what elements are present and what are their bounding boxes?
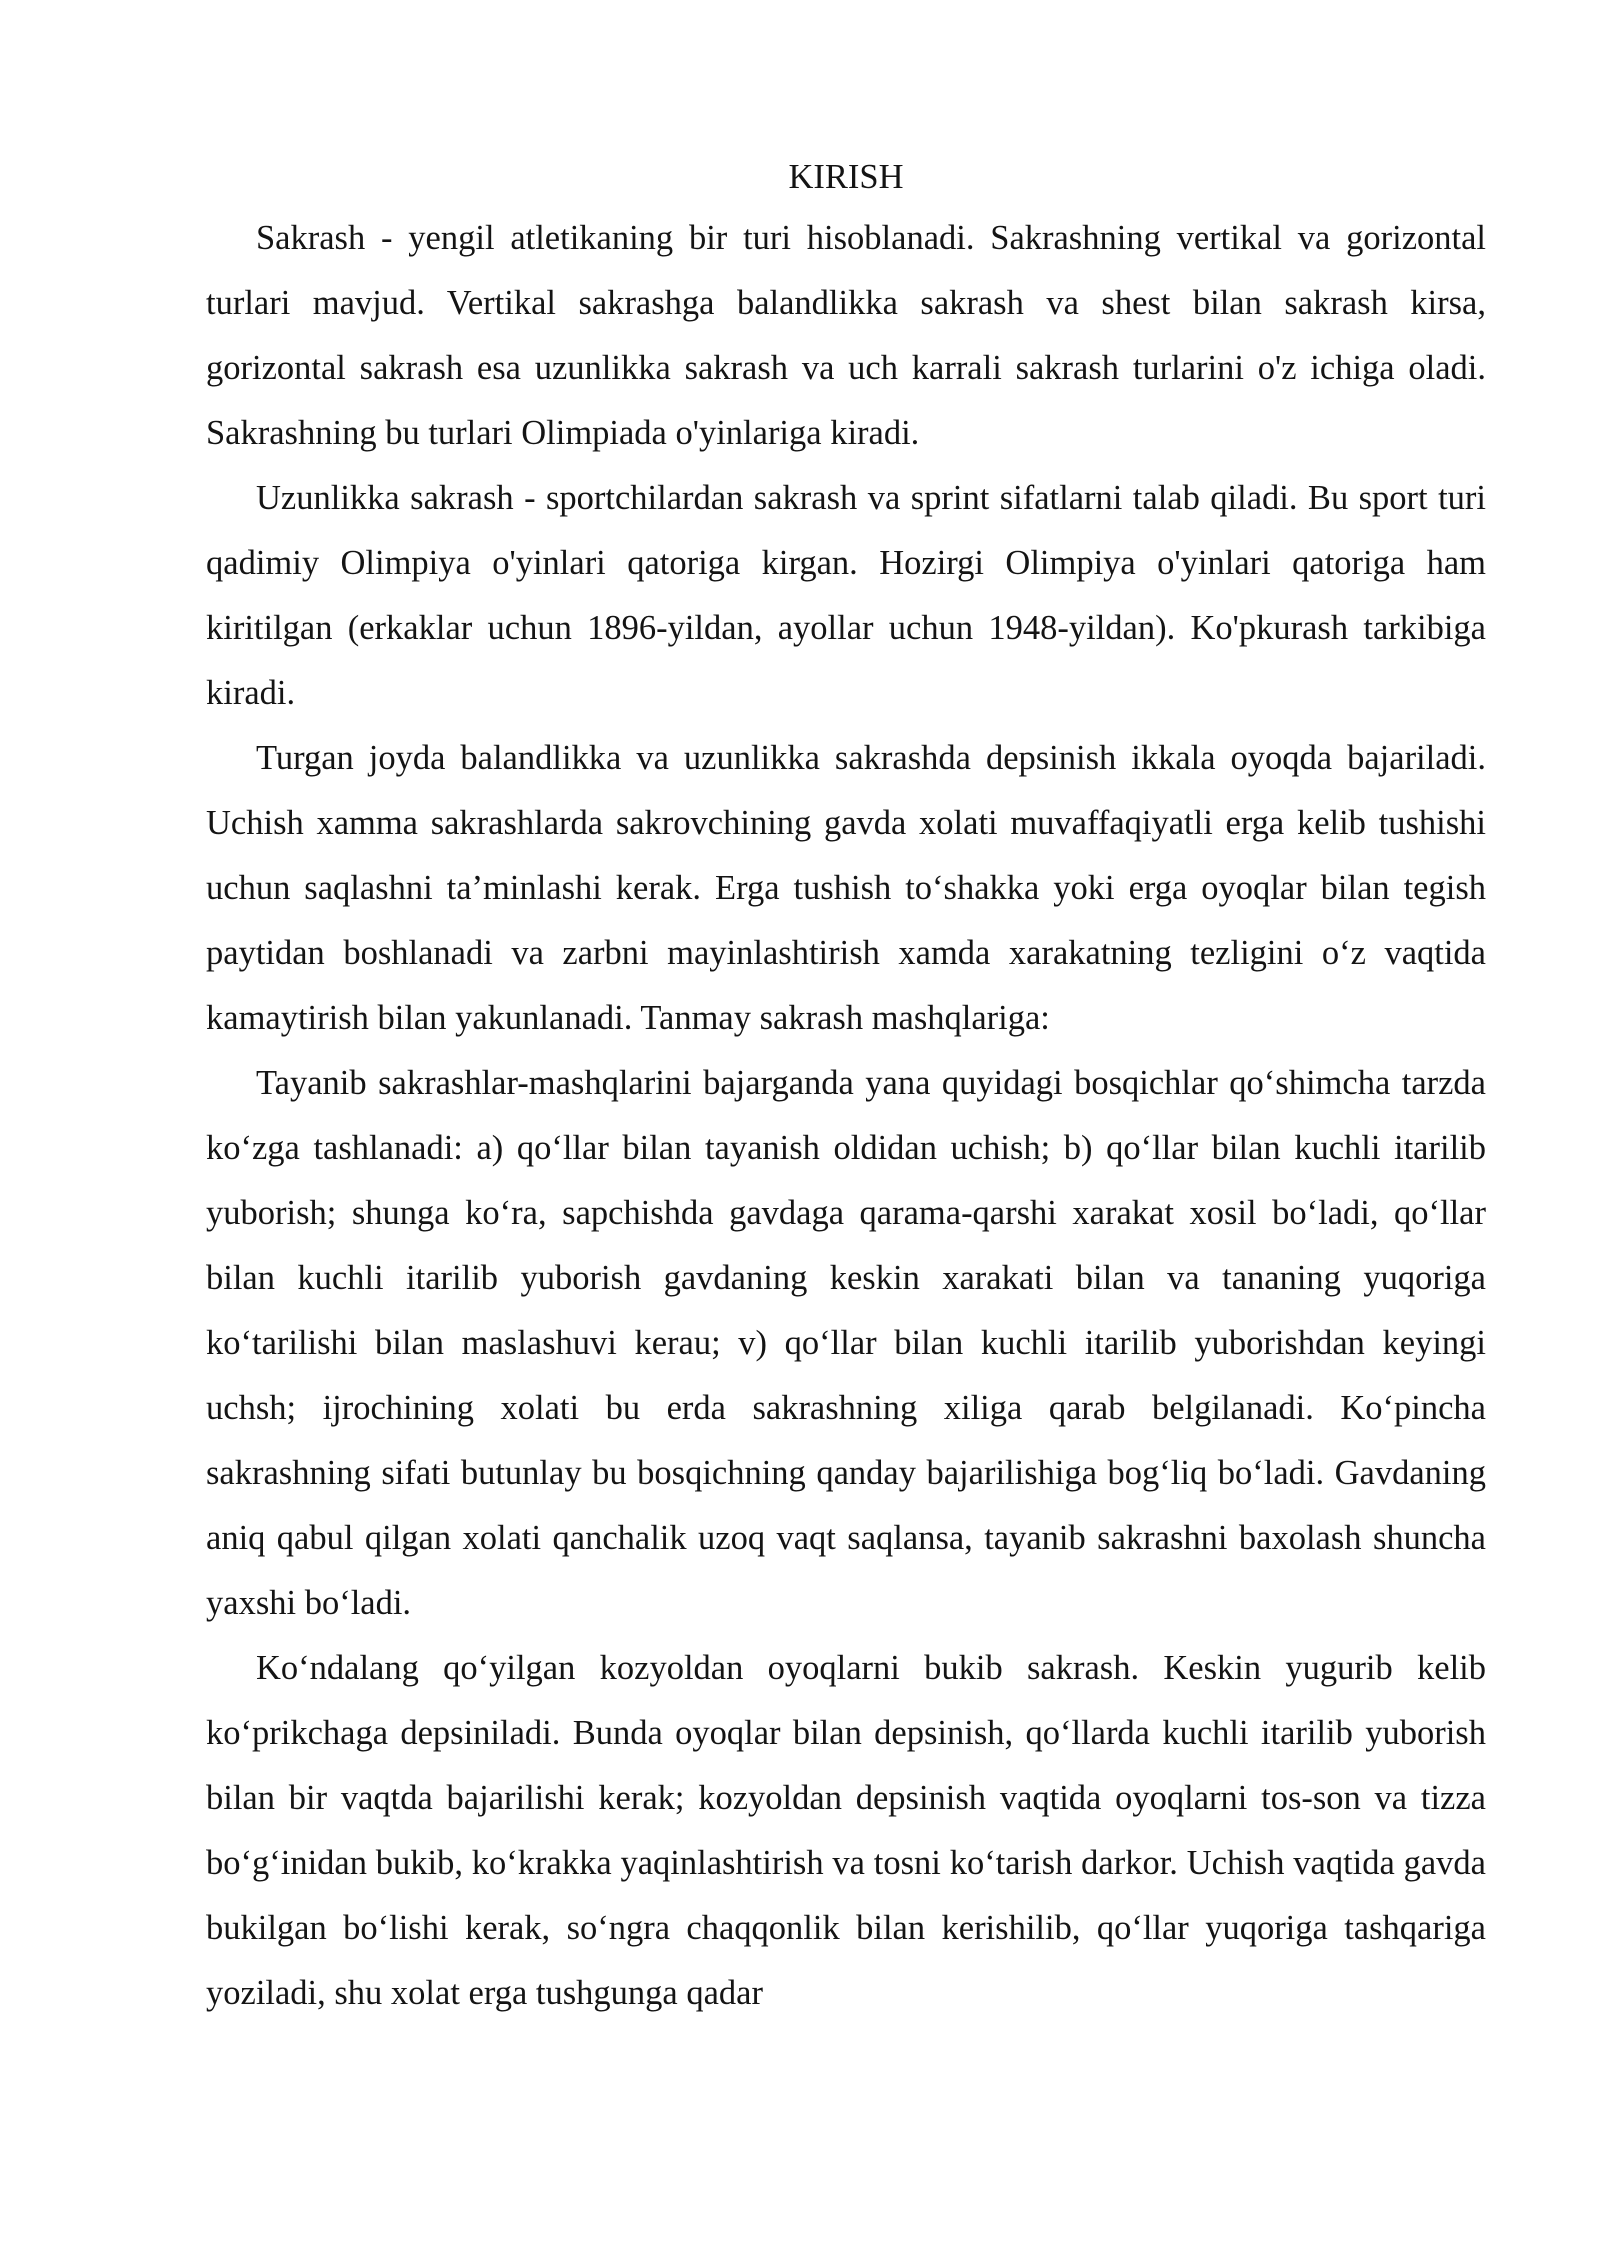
paragraph-4: Tayanib sakrashlar-mashqlarini bajarganda yana quyidagi bosqichlar qo‘shimcha tarzda ko‘zga tashlanadi: a) qo‘llar bilan tayanish oldidan uchish; b) qo‘llar bilan kuchli itarilib yuborish; shunga ko‘ra, sapchishda gavdaga qarama-qarshi xarakat xosil bo‘ladi, qo‘llar bilan kuchli itarilib yuborish gavdaning keskin xarakati bilan va tananing yuqoriga ko‘tarilishi bilan maslashuvi kerau; v) qo‘llar bilan kuchli itarilib yuborishdan keyingi uchsh; ijrochining xolati bu erda sakrashning xiliga qarab belgilanadi. Ko‘pincha sakrashning sifati butunlay bu bosqichning qanday bajarilishiga bog‘liq bo‘ladi. Gavdaning aniq qabul qilgan xolati qanchalik uzoq vaqt saqlansa, tayanib sakrashni baxolash shuncha yaxshi bo‘ladi. (206, 1064, 1486, 1622)
page-title: KIRISH (788, 158, 904, 196)
paragraph-5: Ko‘ndalang qo‘yilgan kozyoldan oyoqlarni bukib sakrash. Keskin yugurib kelib ko‘prikchaga depsiniladi. Bunda oyoqlar bilan depsinish, qo‘llarda kuchli itarilib yuborish bilan bir vaqtda bajarilishi kerak; kozyoldan depsinish vaqtida oyoqlarni tos-son va tizza bo‘g‘inidan bukib, ko‘krakka yaqinlashtirish va tosni ko‘tarish darkor. Uchish vaqtida gavda bukilgan bo‘lishi kerak, so‘ngra chaqqonlik bilan kerishilib, qo‘llar yuqoriga tashqariga yoziladi, shu xolat erga tushgunga qadar (206, 1649, 1486, 2012)
paragraph-1: Sakrash - yengil atletikaning bir turi hisoblanadi. Sakrashning vertikal va gorizontal turlari mavjud. Vertikal sakrashga balandlikka sakrash va shest bilan sakrash kirsa, gorizontal sakrash esa uzunlikka sakrash va uch karrali sakrash turlarini o'z ichiga oladi. Sakrashning bu turlari Olimpiada o'yinlariga kiradi. (206, 219, 1486, 452)
document-body (206, 148, 1486, 2026)
paragraph-2: Uzunlikka sakrash - sportchilardan sakrash va sprint sifatlarni talab qiladi. Bu sport turi qadimiy Olimpiya o'yinlari qatoriga kirgan. Hozirgi Olimpiya o'yinlari qatoriga ham kiritilgan (erkaklar uchun 1896-yildan, ayollar uchun 1948-yildan). Ko'pkurash tarkibiga kiradi. (206, 479, 1486, 712)
paragraph-3: Turgan joyda balandlikka va uzunlikka sakrashda depsinish ikkala oyoqda bajariladi. Uchish xamma sakrashlarda sakrovchining gavda xolati muvaffaqiyatli erga kelib tushishi uchun saqlashni ta’minlashi kerak. Erga tushish to‘shakka yoki erga oyoqlar bilan tegish paytidan boshlanadi va zarbni mayinlashtirish xamda xarakatning tezligini o‘z vaqtida kamaytirish bilan yakunlanadi. Tanmay sakrash mashqlariga: (206, 739, 1486, 1037)
